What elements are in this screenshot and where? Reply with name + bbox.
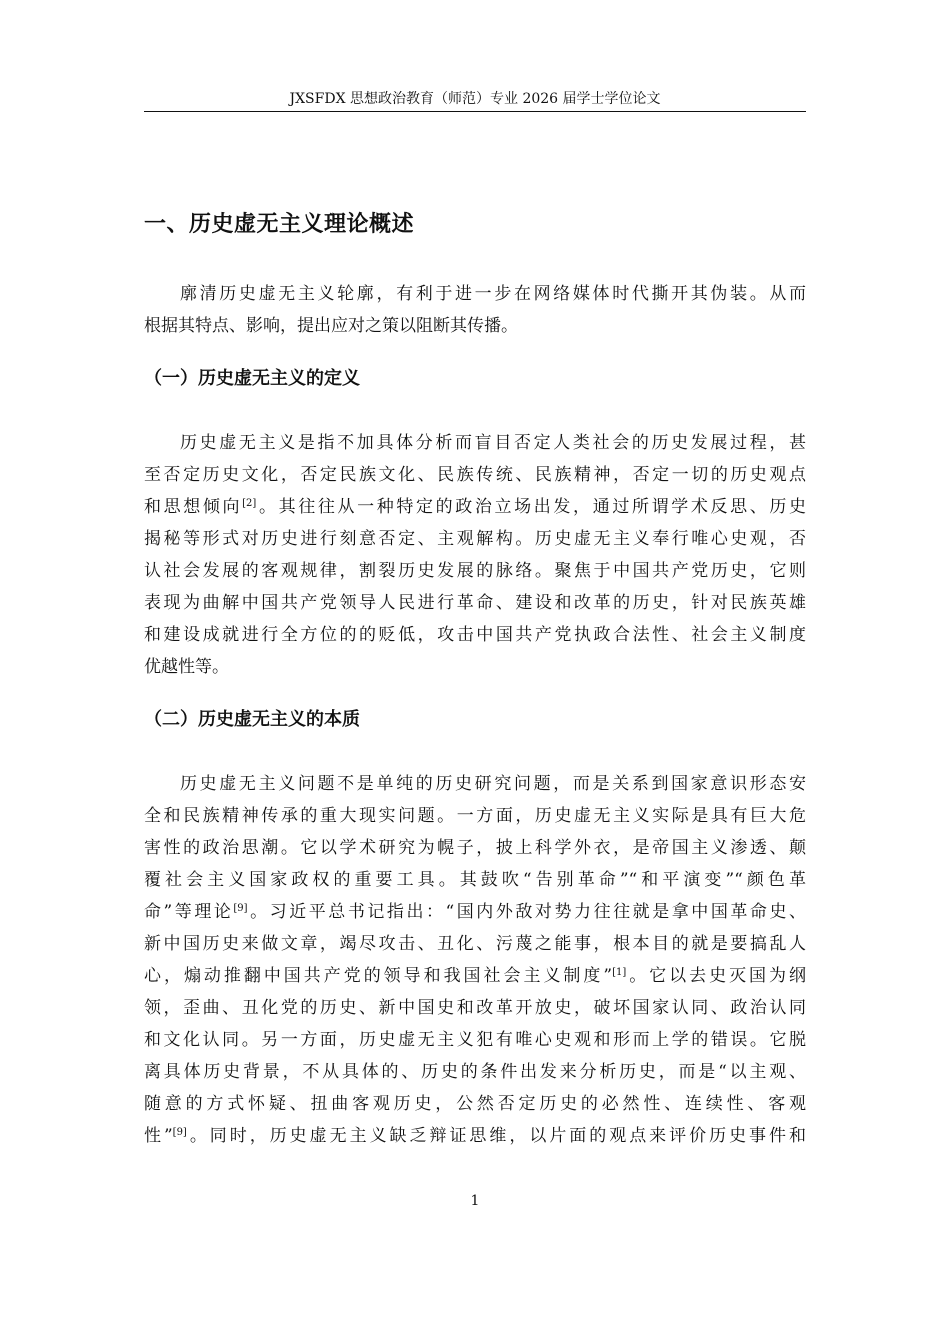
citation-ref: [1] bbox=[612, 967, 627, 978]
intro-paragraph bbox=[144, 278, 806, 342]
paragraph-line: 全和民族精神传承的重大现实问题。一方面，历史虚无主义实际是具有巨大危 bbox=[144, 806, 806, 826]
paragraph-line: 覆社会主义国家政权的重要工具。其鼓吹“告别革命”“和平演变”“颜色革 bbox=[144, 870, 806, 890]
header-rule bbox=[144, 111, 806, 112]
running-header: JXSFDX 思想政治教育（师范）专业 2026 届学士学位论文 bbox=[289, 91, 661, 107]
paragraph-line: 历史虚无主义是指不加具体分析而盲目否定人类社会的历史发展过程，甚 bbox=[180, 433, 806, 453]
paragraph-line: 离具体历史背景，不从具体的、历史的条件出发来分析历史，而是“以主观、 bbox=[144, 1062, 806, 1082]
paragraph-line: 随意的方式怀疑、扭曲客观历史，公然否定历史的必然性、连续性、客观 bbox=[144, 1094, 806, 1114]
text-run: 心，煽动推翻中国共产党的领导和我国社会主义制度” bbox=[144, 966, 613, 986]
paragraph-line bbox=[144, 896, 806, 928]
paragraph-line: 历史虚无主义问题不是单纯的历史研究问题，而是关系到国家意识形态安 bbox=[180, 774, 806, 794]
text-run: 。它以去史灭国为纲 bbox=[626, 966, 806, 986]
definition-paragraph bbox=[144, 427, 806, 683]
subsection-heading-definition: （一）历史虚无主义的定义 bbox=[144, 368, 360, 389]
subsection-heading-essence: （二）历史虚无主义的本质 bbox=[144, 709, 360, 730]
citation-ref: [2] bbox=[242, 498, 257, 509]
page-number: 1 bbox=[470, 1193, 480, 1209]
paragraph-line bbox=[144, 1120, 806, 1152]
paragraph-line: 和建设成就进行全方位的的贬低，攻击中国共产党执政合法性、社会主义制度 bbox=[144, 625, 806, 645]
citation-ref: [9] bbox=[172, 1127, 187, 1138]
essence-paragraph bbox=[144, 768, 806, 1152]
paragraph-line bbox=[144, 960, 806, 992]
paragraph-line: 至否定历史文化，否定民族文化、民族传统、民族精神，否定一切的历史观点 bbox=[144, 465, 806, 485]
paragraph-line: 揭秘等形式对历史进行刻意否定、主观解构。历史虚无主义奉行唯心史观，否 bbox=[144, 529, 806, 549]
text-run: 。习近平总书记指出：“国内外敌对势力往往就是拿中国革命史、 bbox=[247, 902, 806, 922]
paragraph-line: 根据其特点、影响，提出应对之策以阻断其传播。 bbox=[144, 316, 518, 336]
paragraph-line: 害性的政治思潮。它以学术研究为幌子，披上科学外衣，是帝国主义渗透、颠 bbox=[144, 838, 806, 858]
paragraph-line: 优越性等。 bbox=[144, 657, 229, 677]
text-run: 。其往往从一种特定的政治立场出发，通过所谓学术反思、历史 bbox=[256, 497, 806, 517]
paragraph-line: 领，歪曲、丑化党的历史、新中国史和改革开放史，破坏国家认同、政治认同 bbox=[144, 998, 806, 1018]
text-run: 命”等理论 bbox=[144, 902, 234, 922]
section-heading: 一、历史虚无主义理论概述 bbox=[144, 212, 415, 237]
paragraph-line: 认社会发展的客观规律，割裂历史发展的脉络。聚焦于中国共产党历史，它则 bbox=[144, 561, 806, 581]
paragraph-line: 新中国历史来做文章，竭尽攻击、丑化、污蔑之能事，根本目的就是要搞乱人 bbox=[144, 934, 806, 954]
paragraph-line: 廓清历史虚无主义轮廓，有利于进一步在网络媒体时代撕开其伪装。从而 bbox=[180, 284, 806, 304]
citation-ref: [9] bbox=[233, 903, 248, 914]
paragraph-line: 和文化认同。另一方面，历史虚无主义犯有唯心史观和形而上学的错误。它脱 bbox=[144, 1030, 806, 1050]
paragraph-line: 表现为曲解中国共产党领导人民进行革命、建设和改革的历史，针对民族英雄 bbox=[144, 593, 806, 613]
text-run: 性” bbox=[144, 1126, 173, 1146]
text-run: 和思想倾向 bbox=[144, 497, 243, 517]
text-run: 。同时，历史虚无主义缺乏辩证思维，以片面的观点来评价历史事件和 bbox=[186, 1126, 806, 1146]
paragraph-line bbox=[144, 491, 806, 523]
